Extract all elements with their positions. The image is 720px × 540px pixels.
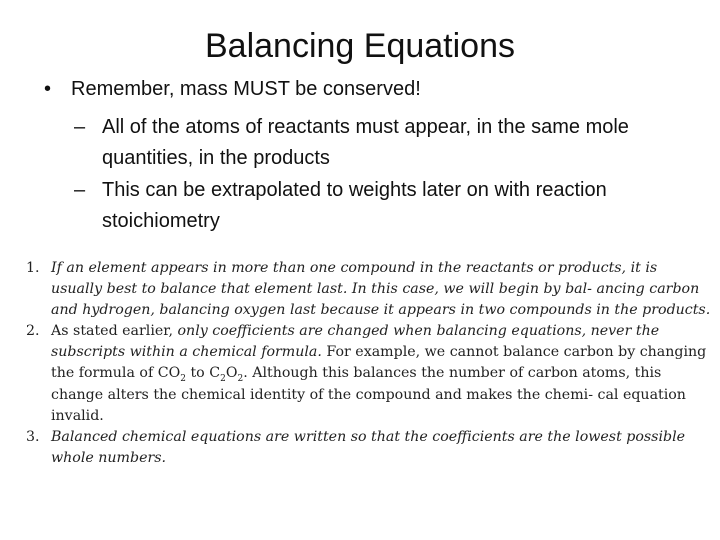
subscript: 2 xyxy=(180,374,186,385)
item-2-text-b: to C xyxy=(185,365,221,382)
item-2-text-d: . Although this balances the number of carbon atoms, this change alters the chemical identity of the compound and makes the chemi- cal equation invalid. xyxy=(51,365,686,424)
item-2-emphasis: only coefficients are changed when balancing equations, never the subscripts within a chemical formula. xyxy=(51,323,660,361)
subscript: 2 xyxy=(237,374,244,385)
slide-title: Balancing Equations xyxy=(204,27,515,65)
item-3-text: Balanced chemical equations are written so that the coefficients are the lowest possible whole numbers. xyxy=(51,428,686,466)
item-number: 2. xyxy=(26,323,40,340)
excerpt-item-2 xyxy=(26,321,712,426)
sub-bullet-marker: – xyxy=(74,179,86,201)
item-number: 3. xyxy=(26,428,40,445)
bullet-main-text: Remember, mass MUST be conserved! xyxy=(71,78,421,100)
item-2-text-c: O xyxy=(225,365,238,382)
sub-bullet-marker: – xyxy=(74,116,86,138)
subscript: 2 xyxy=(220,374,226,385)
item-2-text-a: For example, we cannot balance carbon by changing the formula of CO xyxy=(51,344,707,382)
excerpt-item-3 xyxy=(26,427,712,469)
item-2-lead: As stated earlier, xyxy=(51,323,178,340)
excerpt-item-1 xyxy=(26,258,712,321)
sub-bullet-1-text: All of the atoms of reactants must appear, in the same mole quantities, in the products xyxy=(102,116,629,169)
bullet-marker: • xyxy=(44,78,52,100)
item-1-text: If an element appears in more than one compound in the reactants or products, it is usually best to balance that element last. In this case, we will begin by bal- ancing carbon and hydrogen, balancing oxygen last because it appears in two compounds in the products. xyxy=(51,260,711,319)
sub-bullet-2-text: This can be extrapolated to weights later on with reaction stoichiometry xyxy=(102,179,607,232)
textbook-excerpt xyxy=(26,258,712,469)
item-number: 1. xyxy=(26,260,40,276)
